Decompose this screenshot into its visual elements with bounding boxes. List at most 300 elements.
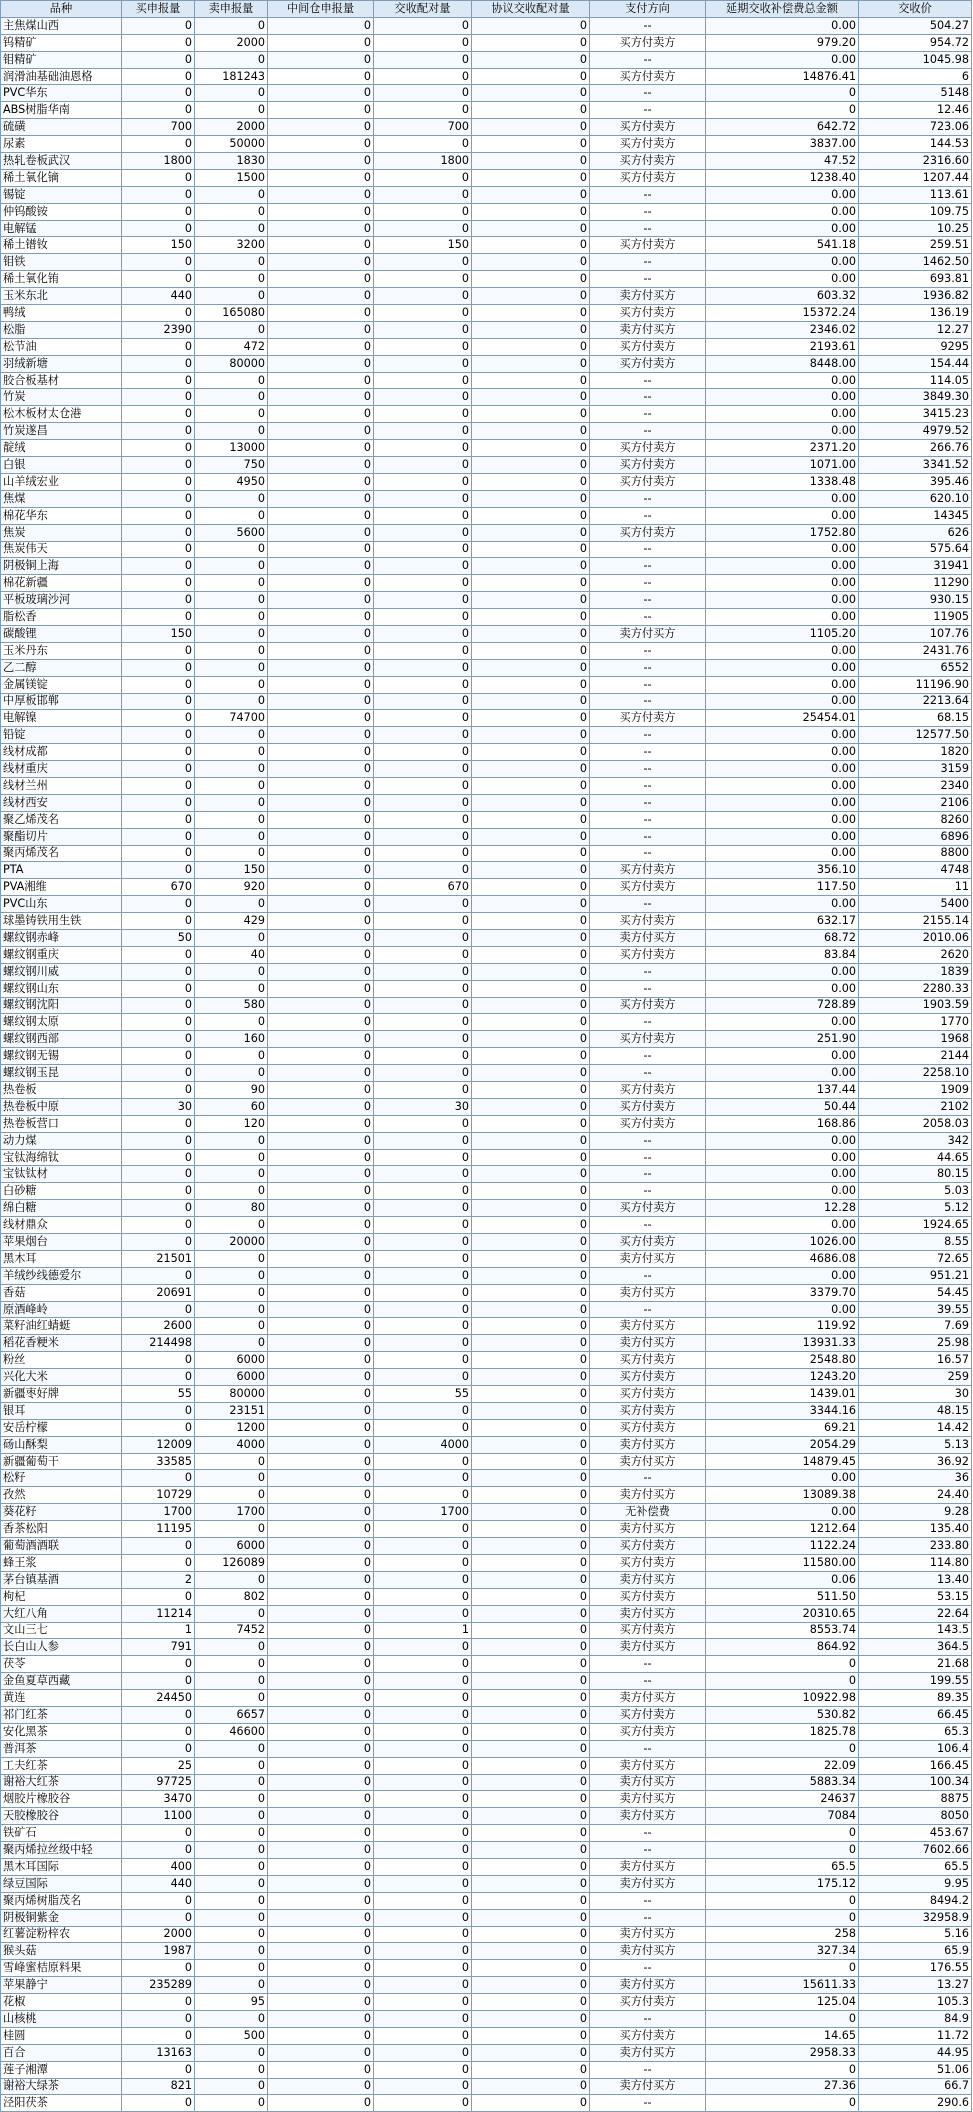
cell-agreement-matched: 0 bbox=[472, 727, 590, 744]
cell-delivery-matched: 0 bbox=[374, 1943, 472, 1960]
cell-sell-declared: 0 bbox=[195, 1875, 268, 1892]
cell-agreement-matched: 0 bbox=[472, 879, 590, 896]
cell-deferred-compensation: 0.00 bbox=[706, 1132, 859, 1149]
cell-delivery-matched: 0 bbox=[374, 203, 472, 220]
cell-buy-declared: 0 bbox=[122, 102, 195, 119]
cell-buy-declared: 0 bbox=[122, 1588, 195, 1605]
cell-variety: 黑木耳 bbox=[1, 1250, 122, 1267]
cell-agreement-matched: 0 bbox=[472, 423, 590, 440]
table-row bbox=[1, 1977, 972, 1994]
cell-deferred-compensation: 0.00 bbox=[706, 406, 859, 423]
cell-intermediate-declared: 0 bbox=[268, 119, 374, 136]
cell-buy-declared: 0 bbox=[122, 1554, 195, 1571]
cell-variety: 球墨铸铁用生铁 bbox=[1, 913, 122, 930]
cell-delivery-matched: 0 bbox=[374, 845, 472, 862]
cell-variety: 茯苓 bbox=[1, 1656, 122, 1673]
cell-deferred-compensation: 0.00 bbox=[706, 17, 859, 34]
table-row bbox=[1, 1115, 972, 1132]
cell-delivery-matched: 0 bbox=[374, 929, 472, 946]
cell-payment-direction: 卖方付买方 bbox=[590, 1436, 706, 1453]
cell-intermediate-declared: 0 bbox=[268, 1217, 374, 1234]
cell-variety: 红薯淀粉梓农 bbox=[1, 1926, 122, 1943]
cell-payment-direction: -- bbox=[590, 1217, 706, 1234]
cell-deferred-compensation: 2371.20 bbox=[706, 440, 859, 457]
cell-delivery-matched: 0 bbox=[374, 1808, 472, 1825]
cell-delivery-matched: 0 bbox=[374, 794, 472, 811]
cell-deferred-compensation: 1105.20 bbox=[706, 625, 859, 642]
cell-intermediate-declared: 0 bbox=[268, 659, 374, 676]
cell-payment-direction: -- bbox=[590, 794, 706, 811]
cell-delivery-matched: 0 bbox=[374, 710, 472, 727]
cell-delivery-matched: 0 bbox=[374, 1909, 472, 1926]
cell-sell-declared: 7452 bbox=[195, 1622, 268, 1639]
table-row bbox=[1, 1504, 972, 1521]
cell-agreement-matched: 0 bbox=[472, 1217, 590, 1234]
table-row bbox=[1, 1639, 972, 1656]
cell-agreement-matched: 0 bbox=[472, 1909, 590, 1926]
header-cell-variety: 品种 bbox=[1, 1, 122, 18]
cell-variety: 焦炭 bbox=[1, 524, 122, 541]
cell-agreement-matched: 0 bbox=[472, 828, 590, 845]
cell-buy-declared: 0 bbox=[122, 1842, 195, 1859]
cell-deferred-compensation: 642.72 bbox=[706, 119, 859, 136]
cell-payment-direction: 买方付卖方 bbox=[590, 913, 706, 930]
cell-sell-declared: 0 bbox=[195, 102, 268, 119]
table-row bbox=[1, 575, 972, 592]
cell-delivery-price: 2058.03 bbox=[859, 1115, 972, 1132]
cell-buy-declared: 0 bbox=[122, 524, 195, 541]
cell-agreement-matched: 0 bbox=[472, 929, 590, 946]
cell-agreement-matched: 0 bbox=[472, 1521, 590, 1538]
cell-variety: 白银 bbox=[1, 457, 122, 474]
cell-variety: 山核桃 bbox=[1, 2010, 122, 2027]
cell-delivery-price: 1903.59 bbox=[859, 997, 972, 1014]
cell-variety: 银耳 bbox=[1, 1402, 122, 1419]
cell-delivery-price: 135.40 bbox=[859, 1521, 972, 1538]
cell-payment-direction: 卖方付买方 bbox=[590, 1487, 706, 1504]
cell-buy-declared: 0 bbox=[122, 423, 195, 440]
cell-delivery-matched: 0 bbox=[374, 1521, 472, 1538]
cell-agreement-matched: 0 bbox=[472, 659, 590, 676]
table-row bbox=[1, 558, 972, 575]
table-row bbox=[1, 473, 972, 490]
cell-delivery-price: 11905 bbox=[859, 609, 972, 626]
cell-buy-declared: 10729 bbox=[122, 1487, 195, 1504]
cell-payment-direction: -- bbox=[590, 777, 706, 794]
cell-payment-direction: -- bbox=[590, 1267, 706, 1284]
cell-intermediate-declared: 0 bbox=[268, 1031, 374, 1048]
cell-delivery-price: 68.15 bbox=[859, 710, 972, 727]
cell-intermediate-declared: 0 bbox=[268, 423, 374, 440]
cell-payment-direction: -- bbox=[590, 541, 706, 558]
cell-intermediate-declared: 0 bbox=[268, 1892, 374, 1909]
cell-delivery-price: 2102 bbox=[859, 1098, 972, 1115]
cell-delivery-matched: 0 bbox=[374, 1267, 472, 1284]
cell-payment-direction: 卖方付买方 bbox=[590, 1875, 706, 1892]
header-cell-deferred-compensation: 延期交收补偿费总金额 bbox=[706, 1, 859, 18]
cell-agreement-matched: 0 bbox=[472, 1571, 590, 1588]
cell-intermediate-declared: 0 bbox=[268, 507, 374, 524]
table-row bbox=[1, 761, 972, 778]
cell-delivery-price: 12577.50 bbox=[859, 727, 972, 744]
cell-sell-declared: 0 bbox=[195, 1571, 268, 1588]
cell-payment-direction: 买方付卖方 bbox=[590, 1419, 706, 1436]
table-row bbox=[1, 288, 972, 305]
cell-buy-declared: 0 bbox=[122, 1031, 195, 1048]
cell-buy-declared: 0 bbox=[122, 1217, 195, 1234]
cell-delivery-matched: 0 bbox=[374, 1115, 472, 1132]
cell-buy-declared: 0 bbox=[122, 811, 195, 828]
cell-variety: 祁门红茶 bbox=[1, 1706, 122, 1723]
cell-buy-declared: 0 bbox=[122, 1065, 195, 1082]
cell-sell-declared: 0 bbox=[195, 1926, 268, 1943]
cell-payment-direction: 买方付卖方 bbox=[590, 1588, 706, 1605]
cell-buy-declared: 0 bbox=[122, 1352, 195, 1369]
table-row bbox=[1, 254, 972, 271]
cell-intermediate-declared: 0 bbox=[268, 1639, 374, 1656]
cell-intermediate-declared: 0 bbox=[268, 372, 374, 389]
cell-payment-direction: 买方付卖方 bbox=[590, 237, 706, 254]
cell-agreement-matched: 0 bbox=[472, 203, 590, 220]
cell-buy-declared: 0 bbox=[122, 440, 195, 457]
cell-delivery-matched: 0 bbox=[374, 1538, 472, 1555]
table-row bbox=[1, 1858, 972, 1875]
cell-deferred-compensation: 0.00 bbox=[706, 1217, 859, 1234]
cell-sell-declared: 0 bbox=[195, 1250, 268, 1267]
cell-sell-declared: 60 bbox=[195, 1098, 268, 1115]
cell-delivery-matched: 0 bbox=[374, 1132, 472, 1149]
cell-buy-declared: 0 bbox=[122, 34, 195, 51]
cell-deferred-compensation: 50.44 bbox=[706, 1098, 859, 1115]
table-row bbox=[1, 457, 972, 474]
cell-intermediate-declared: 0 bbox=[268, 1571, 374, 1588]
cell-delivery-matched: 0 bbox=[374, 913, 472, 930]
cell-sell-declared: 4950 bbox=[195, 473, 268, 490]
cell-delivery-matched: 0 bbox=[374, 68, 472, 85]
cell-sell-declared: 0 bbox=[195, 2010, 268, 2027]
table-row bbox=[1, 1588, 972, 1605]
cell-agreement-matched: 0 bbox=[472, 744, 590, 761]
cell-delivery-matched: 0 bbox=[374, 761, 472, 778]
cell-intermediate-declared: 0 bbox=[268, 1166, 374, 1183]
cell-agreement-matched: 0 bbox=[472, 1673, 590, 1690]
cell-intermediate-declared: 0 bbox=[268, 1977, 374, 1994]
cell-delivery-matched: 0 bbox=[374, 1487, 472, 1504]
table-row bbox=[1, 929, 972, 946]
cell-sell-declared: 0 bbox=[195, 1673, 268, 1690]
cell-intermediate-declared: 0 bbox=[268, 1673, 374, 1690]
cell-variety: 鸭绒 bbox=[1, 305, 122, 322]
cell-delivery-matched: 0 bbox=[374, 1082, 472, 1099]
cell-agreement-matched: 0 bbox=[472, 1808, 590, 1825]
cell-payment-direction: 卖方付买方 bbox=[590, 1453, 706, 1470]
cell-payment-direction: -- bbox=[590, 761, 706, 778]
cell-delivery-matched: 0 bbox=[374, 997, 472, 1014]
cell-deferred-compensation: 168.86 bbox=[706, 1115, 859, 1132]
cell-delivery-price: 4748 bbox=[859, 862, 972, 879]
cell-sell-declared: 0 bbox=[195, 1470, 268, 1487]
cell-sell-declared: 920 bbox=[195, 879, 268, 896]
cell-delivery-price: 9.95 bbox=[859, 1875, 972, 1892]
cell-intermediate-declared: 0 bbox=[268, 1690, 374, 1707]
cell-delivery-price: 9.28 bbox=[859, 1504, 972, 1521]
cell-payment-direction: 买方付卖方 bbox=[590, 1386, 706, 1403]
cell-payment-direction: -- bbox=[590, 423, 706, 440]
cell-sell-declared: 1500 bbox=[195, 169, 268, 186]
cell-sell-declared: 0 bbox=[195, 1943, 268, 1960]
cell-delivery-matched: 1800 bbox=[374, 153, 472, 170]
cell-delivery-price: 65.9 bbox=[859, 1943, 972, 1960]
cell-agreement-matched: 0 bbox=[472, 1825, 590, 1842]
cell-delivery-price: 3415.23 bbox=[859, 406, 972, 423]
cell-deferred-compensation: 0 bbox=[706, 1673, 859, 1690]
cell-agreement-matched: 0 bbox=[472, 457, 590, 474]
cell-intermediate-declared: 0 bbox=[268, 524, 374, 541]
cell-payment-direction: 卖方付买方 bbox=[590, 1250, 706, 1267]
cell-payment-direction: 买方付卖方 bbox=[590, 1082, 706, 1099]
cell-agreement-matched: 0 bbox=[472, 761, 590, 778]
cell-intermediate-declared: 0 bbox=[268, 1825, 374, 1842]
table-row bbox=[1, 186, 972, 203]
cell-payment-direction: -- bbox=[590, 490, 706, 507]
cell-delivery-price: 114.80 bbox=[859, 1554, 972, 1571]
cell-delivery-matched: 0 bbox=[374, 744, 472, 761]
cell-agreement-matched: 0 bbox=[472, 1554, 590, 1571]
cell-delivery-price: 31941 bbox=[859, 558, 972, 575]
cell-delivery-matched: 0 bbox=[374, 1352, 472, 1369]
cell-variety: 猴头菇 bbox=[1, 1943, 122, 1960]
cell-payment-direction: 买方付卖方 bbox=[590, 457, 706, 474]
cell-deferred-compensation: 14879.45 bbox=[706, 1453, 859, 1470]
cell-delivery-price: 504.27 bbox=[859, 17, 972, 34]
cell-variety: 脂松香 bbox=[1, 609, 122, 626]
cell-sell-declared: 0 bbox=[195, 963, 268, 980]
cell-payment-direction: -- bbox=[590, 507, 706, 524]
cell-delivery-matched: 0 bbox=[374, 1065, 472, 1082]
cell-deferred-compensation: 603.32 bbox=[706, 288, 859, 305]
cell-buy-declared: 440 bbox=[122, 288, 195, 305]
cell-intermediate-declared: 0 bbox=[268, 1943, 374, 1960]
cell-buy-declared: 0 bbox=[122, 676, 195, 693]
cell-variety: 稀土氧化铕 bbox=[1, 271, 122, 288]
cell-buy-declared: 0 bbox=[122, 862, 195, 879]
cell-sell-declared: 0 bbox=[195, 575, 268, 592]
cell-variety: 热卷板中原 bbox=[1, 1098, 122, 1115]
cell-sell-declared: 0 bbox=[195, 1757, 268, 1774]
cell-intermediate-declared: 0 bbox=[268, 338, 374, 355]
cell-buy-declared: 0 bbox=[122, 1825, 195, 1842]
cell-variety: 线材重庆 bbox=[1, 761, 122, 778]
table-row bbox=[1, 997, 972, 1014]
cell-payment-direction: 买方付卖方 bbox=[590, 710, 706, 727]
table-row bbox=[1, 794, 972, 811]
cell-intermediate-declared: 0 bbox=[268, 676, 374, 693]
table-row bbox=[1, 1031, 972, 1048]
cell-delivery-price: 12.46 bbox=[859, 102, 972, 119]
cell-delivery-price: 16.57 bbox=[859, 1352, 972, 1369]
cell-delivery-price: 44.65 bbox=[859, 1149, 972, 1166]
cell-sell-declared: 0 bbox=[195, 1808, 268, 1825]
cell-buy-declared: 0 bbox=[122, 186, 195, 203]
cell-delivery-price: 2144 bbox=[859, 1048, 972, 1065]
cell-agreement-matched: 0 bbox=[472, 693, 590, 710]
cell-intermediate-declared: 0 bbox=[268, 1436, 374, 1453]
cell-intermediate-declared: 0 bbox=[268, 254, 374, 271]
header-row bbox=[1, 1, 972, 18]
cell-delivery-matched: 0 bbox=[374, 1892, 472, 1909]
cell-variety: 铅锭 bbox=[1, 727, 122, 744]
cell-payment-direction: -- bbox=[590, 558, 706, 575]
table-row bbox=[1, 440, 972, 457]
cell-deferred-compensation: 979.20 bbox=[706, 34, 859, 51]
cell-delivery-matched: 0 bbox=[374, 1217, 472, 1234]
cell-payment-direction: 卖方付买方 bbox=[590, 1774, 706, 1791]
cell-intermediate-declared: 0 bbox=[268, 220, 374, 237]
cell-variety: 竹炭 bbox=[1, 389, 122, 406]
table-row bbox=[1, 1183, 972, 1200]
table-row bbox=[1, 1774, 972, 1791]
table-row bbox=[1, 153, 972, 170]
cell-payment-direction: 买方付卖方 bbox=[590, 946, 706, 963]
cell-agreement-matched: 0 bbox=[472, 913, 590, 930]
cell-agreement-matched: 0 bbox=[472, 237, 590, 254]
cell-variety: 新疆葡萄干 bbox=[1, 1453, 122, 1470]
cell-sell-declared: 0 bbox=[195, 2061, 268, 2078]
cell-delivery-matched: 0 bbox=[374, 51, 472, 68]
cell-delivery-price: 1924.65 bbox=[859, 1217, 972, 1234]
cell-deferred-compensation: 0.00 bbox=[706, 659, 859, 676]
cell-agreement-matched: 0 bbox=[472, 1132, 590, 1149]
cell-payment-direction: -- bbox=[590, 2061, 706, 2078]
cell-sell-declared: 2000 bbox=[195, 119, 268, 136]
cell-delivery-matched: 0 bbox=[374, 693, 472, 710]
cell-variety: 宝钛海绵钛 bbox=[1, 1149, 122, 1166]
cell-payment-direction: -- bbox=[590, 271, 706, 288]
cell-buy-declared: 0 bbox=[122, 305, 195, 322]
table-row bbox=[1, 203, 972, 220]
cell-delivery-price: 144.53 bbox=[859, 136, 972, 153]
cell-intermediate-declared: 0 bbox=[268, 457, 374, 474]
cell-delivery-price: 10.25 bbox=[859, 220, 972, 237]
cell-delivery-matched: 670 bbox=[374, 879, 472, 896]
cell-delivery-matched: 1700 bbox=[374, 1504, 472, 1521]
cell-buy-declared: 0 bbox=[122, 457, 195, 474]
cell-agreement-matched: 0 bbox=[472, 1960, 590, 1977]
cell-deferred-compensation: 0.00 bbox=[706, 609, 859, 626]
cell-delivery-price: 199.55 bbox=[859, 1673, 972, 1690]
cell-delivery-price: 24.40 bbox=[859, 1487, 972, 1504]
cell-variety: 谢裕大绿茶 bbox=[1, 2078, 122, 2095]
cell-delivery-price: 25.98 bbox=[859, 1335, 972, 1352]
cell-deferred-compensation: 3379.70 bbox=[706, 1284, 859, 1301]
cell-sell-declared: 0 bbox=[195, 1791, 268, 1808]
cell-delivery-matched: 0 bbox=[374, 1977, 472, 1994]
cell-delivery-price: 21.68 bbox=[859, 1656, 972, 1673]
cell-delivery-price: 930.15 bbox=[859, 592, 972, 609]
cell-delivery-price: 5.13 bbox=[859, 1436, 972, 1453]
cell-payment-direction: 卖方付买方 bbox=[590, 1335, 706, 1352]
cell-payment-direction: 买方付卖方 bbox=[590, 1706, 706, 1723]
cell-payment-direction: 买方付卖方 bbox=[590, 1622, 706, 1639]
cell-delivery-price: 54.45 bbox=[859, 1284, 972, 1301]
cell-delivery-price: 154.44 bbox=[859, 355, 972, 372]
cell-deferred-compensation: 632.17 bbox=[706, 913, 859, 930]
cell-intermediate-declared: 0 bbox=[268, 845, 374, 862]
cell-delivery-price: 1968 bbox=[859, 1031, 972, 1048]
cell-sell-declared: 4000 bbox=[195, 1436, 268, 1453]
cell-intermediate-declared: 0 bbox=[268, 1909, 374, 1926]
cell-delivery-price: 2340 bbox=[859, 777, 972, 794]
cell-buy-declared: 0 bbox=[122, 271, 195, 288]
cell-agreement-matched: 0 bbox=[472, 845, 590, 862]
table-row bbox=[1, 2061, 972, 2078]
cell-buy-declared: 0 bbox=[122, 828, 195, 845]
cell-delivery-matched: 0 bbox=[374, 1234, 472, 1251]
cell-payment-direction: -- bbox=[590, 220, 706, 237]
table-row bbox=[1, 1149, 972, 1166]
cell-agreement-matched: 0 bbox=[472, 609, 590, 626]
cell-payment-direction: 买方付卖方 bbox=[590, 305, 706, 322]
cell-delivery-matched: 0 bbox=[374, 169, 472, 186]
cell-agreement-matched: 0 bbox=[472, 1386, 590, 1403]
cell-payment-direction: -- bbox=[590, 85, 706, 102]
cell-intermediate-declared: 0 bbox=[268, 862, 374, 879]
cell-delivery-price: 342 bbox=[859, 1132, 972, 1149]
table-row bbox=[1, 2010, 972, 2027]
cell-buy-declared: 2390 bbox=[122, 321, 195, 338]
cell-sell-declared: 80000 bbox=[195, 1386, 268, 1403]
cell-delivery-price: 620.10 bbox=[859, 490, 972, 507]
cell-deferred-compensation: 0 bbox=[706, 2095, 859, 2112]
cell-delivery-price: 8050 bbox=[859, 1808, 972, 1825]
cell-sell-declared: 46600 bbox=[195, 1723, 268, 1740]
cell-intermediate-declared: 0 bbox=[268, 490, 374, 507]
table-row bbox=[1, 980, 972, 997]
table-row bbox=[1, 862, 972, 879]
cell-agreement-matched: 0 bbox=[472, 592, 590, 609]
cell-variety: 稀土氧化镝 bbox=[1, 169, 122, 186]
cell-delivery-matched: 0 bbox=[374, 1419, 472, 1436]
cell-intermediate-declared: 0 bbox=[268, 288, 374, 305]
cell-deferred-compensation: 0.00 bbox=[706, 507, 859, 524]
cell-sell-declared: 80000 bbox=[195, 355, 268, 372]
cell-intermediate-declared: 0 bbox=[268, 1656, 374, 1673]
table-row bbox=[1, 237, 972, 254]
cell-variety: 热轧卷板武汉 bbox=[1, 153, 122, 170]
cell-delivery-price: 1839 bbox=[859, 963, 972, 980]
cell-payment-direction: 卖方付买方 bbox=[590, 2044, 706, 2061]
cell-variety: 宝钛钛材 bbox=[1, 1166, 122, 1183]
cell-intermediate-declared: 0 bbox=[268, 1284, 374, 1301]
cell-delivery-price: 2258.10 bbox=[859, 1065, 972, 1082]
table-row bbox=[1, 1791, 972, 1808]
cell-buy-declared: 0 bbox=[122, 1656, 195, 1673]
cell-deferred-compensation: 15611.33 bbox=[706, 1977, 859, 1994]
cell-delivery-matched: 0 bbox=[374, 423, 472, 440]
cell-payment-direction: 买方付卖方 bbox=[590, 1200, 706, 1217]
table-row bbox=[1, 676, 972, 693]
table-row bbox=[1, 879, 972, 896]
cell-delivery-matched: 0 bbox=[374, 1994, 472, 2011]
cell-deferred-compensation: 0.00 bbox=[706, 1149, 859, 1166]
cell-payment-direction: 卖方付买方 bbox=[590, 2078, 706, 2095]
cell-deferred-compensation: 1238.40 bbox=[706, 169, 859, 186]
cell-variety: 靛绒 bbox=[1, 440, 122, 457]
cell-sell-declared: 0 bbox=[195, 642, 268, 659]
cell-sell-declared: 0 bbox=[195, 490, 268, 507]
cell-payment-direction: -- bbox=[590, 828, 706, 845]
cell-sell-declared: 6657 bbox=[195, 1706, 268, 1723]
